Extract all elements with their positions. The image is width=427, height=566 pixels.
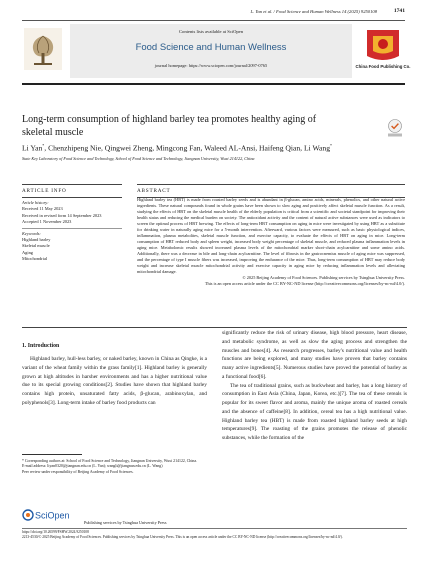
check-for-updates-icon[interactable] bbox=[386, 118, 404, 138]
email-note[interactable]: E-mail address: liyan0320@jiangnan.edu.cn (L. Yan); wangli@jiangnan.edu.cn (L. Wang) bbox=[22, 464, 163, 469]
info-head-rule bbox=[22, 197, 122, 198]
sciopen-logo bbox=[22, 508, 74, 522]
keywords-rule bbox=[22, 228, 122, 229]
corresponding-note: * Corresponding authors at: School of Food Science and Technology, Jiangnan University, Wuxi 214122, China. bbox=[22, 459, 198, 463]
keyword: Aging bbox=[22, 249, 33, 255]
intro-right-column bbox=[222, 329, 407, 443]
intro-paragraph: The tea of traditional grains, such as buckwheat and barley, has a long history of consumption in East Asia (China, Japan, Korea, etc.)[7]. The tea of these cereals is popular for its sweet flavor and aroma, mainly the unique aroma of roasted cereals and the absence of caffeine[8]. In addition, cereal tea has a high nutritional value. Highland barley tea (HBT) is made from roasted highland barley seeds at high temperatures[9]. The roasting of the grains promotes the release of phenolic substances, while the formation of the bbox=[222, 382, 407, 441]
page-number: 1741 bbox=[393, 8, 405, 14]
cover-publisher-text: China Food Publishing Co. bbox=[355, 64, 411, 69]
journal-title[interactable]: Food Science and Human Wellness bbox=[135, 42, 287, 53]
info-top-rule bbox=[22, 184, 122, 185]
page-footer bbox=[22, 530, 407, 540]
elsevier-tree-logo bbox=[22, 26, 64, 72]
keyword: Highland barley bbox=[22, 237, 51, 243]
author-list bbox=[22, 143, 402, 153]
journal-cover-image bbox=[355, 24, 411, 78]
running-head-citation: L. Yan et al. / Food Science and Human Wellness 14 (2025) 9250108 bbox=[250, 9, 377, 14]
issn-license: 2213-4530/© 2025 Beijing Academy of Food Sciences. Publishing services by Tsinghua University Press. This is an open access article under the CC BY-NC-ND license (http://creativecommons.org/licenses/by-nc-nd/4.0/). bbox=[22, 535, 343, 539]
peer-review-note: Peer review under responsibility of Beijing Academy of Food Sciences. bbox=[22, 469, 134, 474]
footer-rule bbox=[22, 528, 407, 529]
article-info bbox=[22, 184, 122, 262]
abstract-heading: ABSTRACT bbox=[137, 188, 171, 194]
journal-title-box bbox=[70, 24, 352, 78]
coauthors[interactable]: , Chenzhipeng Nie, Qingwei Zheng, Mingcong Fan, Waleed AL-Ansi, Haifeng Qian, Li Wang bbox=[44, 143, 330, 153]
article-info-heading: ARTICLE INFO bbox=[22, 188, 67, 194]
first-author[interactable]: Li Yan bbox=[22, 143, 43, 153]
journal-masthead bbox=[22, 20, 411, 93]
abstract-copyright: © 2025 Beijing Academy of Food Sciences. Publishing services by Tsinghua University Press. bbox=[242, 275, 405, 280]
abstract-header bbox=[137, 184, 405, 198]
running-head bbox=[22, 8, 405, 18]
article-title: Long-term consumption of highland barley tea promotes healthy aging of skeletal muscle bbox=[22, 114, 317, 138]
revised-date: Received in revised form 14 September 2023 bbox=[22, 212, 102, 218]
sciopen-logo-text: SciOpen bbox=[35, 510, 70, 521]
footnote-rule bbox=[22, 454, 82, 455]
history-label: Article history: bbox=[22, 200, 49, 206]
publishing-services: Publishing services by Tsinghua University Press bbox=[84, 520, 167, 525]
abstract-body bbox=[137, 197, 405, 287]
intro-left-column: Highland barley, hull-less barley, or naked barley, known in China as Qingke, is a variant of the wheat family within the grass family[1]. Highland barley is generally grown at high altitudes in harsher environments and has a higher nutritional value due to its special growing conditions[2]. Studies have shown that highland barley contains high protein, unsaturated fatty acids, β-glucan, arabinoxylan, and polyphenols[3]. Long-term intake of barley food products can bbox=[22, 356, 207, 406]
masthead-bottom-rule bbox=[22, 83, 405, 85]
intro-paragraph: significantly reduce the risk of urinary disease, high blood pressure, heart disease, and metabolic syndrome, as well as slow the aging process and strengthen the muscles and bones[4]. As research progresses, barley's nutritional value and health functions are being explored, and many studies have proven that barley contains many active ingredients[5]. Numerous studies have proved the potential of barley as a functional food[6]. bbox=[222, 330, 407, 380]
abstract-license[interactable]: This is an open access article under the CC BY-NC-ND license (http://creativecommons.org/licenses/by-nc-nd/4.0/). bbox=[204, 281, 405, 286]
corresponding-mark: * bbox=[42, 143, 45, 148]
received-date: Received 11 May 2023 bbox=[22, 206, 63, 212]
accepted-date: Accepted 1 November 2023 bbox=[22, 218, 72, 224]
keywords-label: Keywords: bbox=[22, 231, 41, 237]
contents-available-line: Contents lists available at SciOpen bbox=[178, 29, 244, 34]
keyword: Mitochondrial bbox=[22, 255, 48, 261]
abstract-top-rule bbox=[137, 184, 405, 185]
journal-homepage[interactable]: journal homepage: https://www.sciopen.com/journal/2097-0765 bbox=[154, 63, 268, 68]
abstract-text: Highland barley tea (HBT) is made from roasted barley seeds and is abundant in β-glucan, amino acids, minerals, phenolics, and other natural active ingredients. These natural compounds found in whole grains have been shown to slow aging and positively affect skeletal muscle function. As a result, studying the effects of HBT on the skeletal muscle health of the elderly population is critical from a scientific and societal standpoint for improving their health status and reducing the medical burden on society. The antioxidant activity and the content of natural active substances were used as indicators to screen the optimal process of HBT brewing. The effects of long-term HBT consumption on aging in mice were investigated by using HBT as a substitute for drinking water in naturally aging mice for a 5-month intervention. Afterward, various factors were measured, such as basic physiological indices, inflammation, plasma metabolites, skeletal muscle function, and exercise capacity, to evaluate the effects of HBT on aging in mice. Long-term consumption of HBT reduced body and spleen weight, increased body weight percentage of skeletal muscle, and reduced plasma inflammation levels in aging mice. Metabolomic results showed increased plasma levels of the mitochondrial marker short-chain acylcarnitine and some amino acids. Additionally, there was a decrease in bile and long-chain acylcarnitine. The level of fibrosis in the gastrocnemius muscle of aging mice was suppressed, and the percentage of type I muscle fibers was increased, improving the endurance of the mice. Thus, long-term consumption of HBT may reduce body weight and increase skeletal muscle mitochondrial activity and exercise capacity in aging mice by reducing inflammation levels and alleviating mitochondrial damage. bbox=[137, 197, 405, 274]
affiliation: State Key Laboratory of Food Science and Technology, School of Food Science and Technology, Jiangnan University, Wuxi 214122, China bbox=[22, 156, 255, 161]
footnotes bbox=[22, 454, 207, 475]
introduction-heading: 1. Introduction bbox=[22, 343, 60, 349]
corresponding-mark-2: * bbox=[330, 143, 332, 148]
masthead-top-rule bbox=[22, 20, 405, 21]
keyword: Skeletal muscle bbox=[22, 243, 50, 249]
sciopen-mark-icon bbox=[22, 508, 74, 522]
doi-link[interactable]: https://doi.org/10.26599/FSHW.2024.9250108 bbox=[22, 530, 89, 534]
abstract-bottom-rule bbox=[22, 327, 407, 328]
